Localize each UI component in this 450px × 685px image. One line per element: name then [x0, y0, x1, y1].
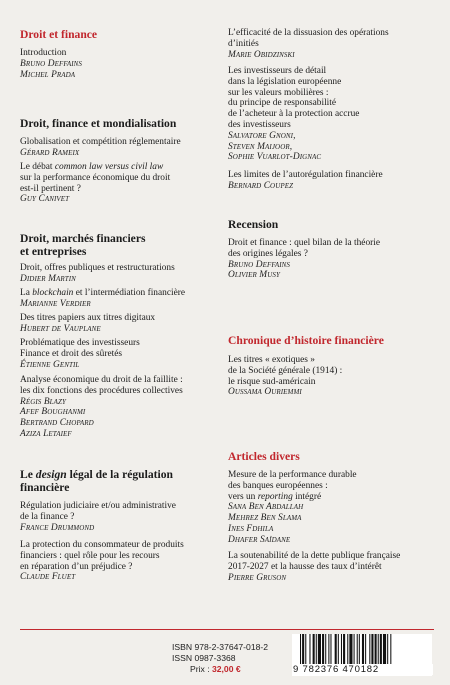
entry-author: Bruno Deffains [20, 58, 82, 69]
barcode-bar [369, 634, 370, 664]
entry-title: Les limites de l’autorégulation financière [228, 170, 383, 180]
barcode-bar [347, 634, 348, 664]
entry-title: des investisseurs [228, 119, 291, 130]
entry-faillite [20, 375, 183, 440]
isbn-block [172, 642, 268, 675]
entry-title: Globalisation et compétition réglementaire [20, 137, 181, 147]
entry-title: 2017-2027 et la hausse des taux d’intérêt [228, 561, 382, 572]
entry-offres-publiques [20, 263, 175, 285]
entry-protection-consommateur [20, 540, 184, 583]
barcode-bar [365, 634, 366, 664]
entry-author: Ines Fdhila [228, 523, 274, 534]
entry-author: Guy Canivet [20, 194, 70, 205]
entry-title: La soutenabilité de la dette publique française [228, 551, 401, 561]
entry-title: en réparation d’un préjudice ? [20, 561, 133, 572]
barcode-bar [300, 634, 301, 664]
price-line [172, 664, 268, 675]
entry-title: le risque sud-américain [228, 376, 316, 387]
entry-title: L’efficacité de la dissuasion des opérations [228, 28, 389, 38]
barcode-bar [335, 634, 337, 664]
barcode-bar [390, 634, 391, 664]
section-title-recension: Recension [228, 218, 279, 231]
entry-common-law [20, 162, 170, 205]
entry-title: Problématique des investisseurs [20, 338, 140, 348]
barcode-bar [354, 634, 355, 664]
entry-investisseurs [20, 338, 140, 370]
section-title-droit-marches: Droit, marchés financiers et entreprises [20, 232, 146, 258]
entry-title: Analyse économique du droit de la faillite : [20, 375, 183, 385]
entry-author: Sophie Vuarlot-Dignac [228, 152, 322, 163]
barcode-bar [305, 634, 306, 664]
entry-author: Olivier Musy [228, 270, 280, 281]
barcode-bar [383, 634, 386, 664]
entry-autoregulation [228, 170, 383, 192]
entry-author: Hubert de Vauplane [20, 323, 101, 334]
barcode-bar [309, 634, 310, 664]
entry-title: est-il pertinent ? [20, 183, 81, 194]
section-title-droit-finance-mondialisation: Droit, finance et mondialisation [20, 117, 177, 130]
barcode-bar [338, 634, 339, 664]
barcode-bar [362, 634, 364, 664]
entry-author: Marianne Verdier [20, 298, 91, 309]
barcode-bar [330, 634, 331, 664]
entry-title: Mesure de la performance durable [228, 470, 357, 480]
entry-title: financiers : quel rôle pour les recours [20, 550, 160, 561]
entry-regulation-judiciaire [20, 501, 176, 533]
entry-title: vers un reporting intégré [228, 491, 322, 502]
barcode-bar [380, 634, 382, 664]
entry-title: Régulation judiciaire et/ou administrative [20, 501, 176, 511]
entry-performance-durable [228, 470, 357, 546]
entry-author: Sana Ben Abdallah [228, 502, 304, 513]
entry-title: Les titres « exotiques » [228, 355, 315, 365]
entry-author: Étienne Gentil [20, 359, 80, 370]
entry-title: de la finance ? [20, 511, 75, 522]
barcode-digits: 9 782376 470182 [293, 664, 433, 675]
price-value: 32,00 € [211, 664, 241, 674]
section-title-articles-divers: Articles divers [228, 450, 300, 463]
entry-author: Afef Boughanmi [20, 407, 86, 418]
barcode-bar [359, 634, 360, 664]
barcode-bar [313, 634, 315, 664]
section-title-chronique: Chronique d’histoire financière [228, 334, 384, 347]
price-label: Prix : [190, 664, 212, 674]
entry-title: La blockchain et l’intermédiation financière [20, 288, 186, 298]
entry-title: Introduction [20, 48, 67, 58]
entry-globalisation [20, 137, 181, 159]
barcode-bar [371, 634, 373, 664]
entry-author: Mehrez Ben Slama [228, 513, 302, 524]
entry-author: Steven Maijoor, [228, 141, 293, 152]
entry-author: Marie Obidzinski [228, 49, 295, 60]
entry-title: dans la législation européenne [228, 76, 342, 87]
section-title-design-legal: Le design légal de la régulation financière [20, 468, 173, 494]
footer-divider [20, 629, 434, 630]
entry-dette-publique [228, 551, 400, 583]
entry-author: Dhafer Saïdane [228, 534, 291, 545]
barcode-bar [357, 634, 358, 664]
barcode-bar [343, 634, 345, 664]
entry-introduction [20, 48, 82, 80]
entry-title: Des titres papiers aux titres digitaux [20, 313, 156, 323]
entry-author: Pierre Gruson [228, 572, 287, 583]
entry-title: Le débat common law versus civil law [20, 162, 164, 172]
entry-dissuasion [228, 28, 389, 60]
entry-author: Bruno Deffains [228, 259, 290, 270]
barcode-bar [387, 634, 388, 664]
entry-title: sur les valeurs mobilières : [228, 87, 329, 98]
entry-author: Gérard Rameix [20, 147, 80, 158]
entry-bilan-theorie [228, 238, 380, 281]
issn-text: ISSN 0987-3368 [172, 653, 236, 663]
entry-author: Claude Fluet [20, 572, 76, 583]
entry-author: Bernard Coupez [228, 180, 294, 191]
barcode-bars [292, 634, 432, 664]
barcode-bar [302, 634, 304, 664]
barcode-bar [378, 634, 379, 664]
entry-title: d’initiés [228, 38, 259, 49]
entry-titres-digitaux [20, 313, 155, 335]
entry-author: Didier Martin [20, 273, 76, 284]
barcode-bar [341, 634, 342, 664]
entry-title: sur la performance économique du droit [20, 172, 171, 183]
entry-author: Salvatore Gnoni, [228, 130, 296, 141]
entry-title: de la Société générale (1914) : [228, 365, 343, 376]
barcode-bar [316, 634, 317, 664]
entry-title: Droit et finance : quel bilan de la théorie [228, 238, 381, 248]
barcode-bar [375, 634, 377, 664]
barcode-bar [322, 634, 324, 664]
entry-title: des banques européennes : [228, 480, 328, 491]
entry-author: Michel Prada [20, 69, 76, 80]
entry-title: des origines légales ? [228, 248, 308, 259]
entry-titres-exotiques [228, 355, 342, 398]
entry-author: Régis Blazy [20, 396, 67, 407]
entry-title: les dix fonctions des procédures collectives [20, 385, 183, 396]
entry-title: Les investisseurs de détail [228, 66, 327, 76]
barcode-bar [325, 634, 326, 664]
entry-investisseurs-detail [228, 66, 359, 163]
entry-title: Droit, offres publiques et restructurations [20, 263, 175, 273]
barcode-bar [318, 634, 321, 664]
isbn-text: ISBN 978-2-37647-018-2 [172, 642, 269, 652]
entry-author: Bertrand Chopard [20, 418, 94, 429]
entry-title: La protection du consommateur de produits [20, 540, 184, 550]
entry-author: France Drummond [20, 522, 95, 533]
entry-title: de l’acheteur à la protection accrue [228, 109, 360, 120]
section-title-droit-et-finance: Droit et finance [20, 28, 98, 41]
entry-author: Oussama Ouriemmi [228, 387, 302, 398]
entry-title: du principe de responsabilité [228, 98, 337, 109]
barcode-bar [328, 634, 329, 664]
barcode-bar [349, 634, 352, 664]
entry-blockchain [20, 288, 185, 310]
entry-title: Finance et droit des sûretés [20, 348, 123, 359]
entry-author: Aziza Letaief [20, 428, 72, 439]
